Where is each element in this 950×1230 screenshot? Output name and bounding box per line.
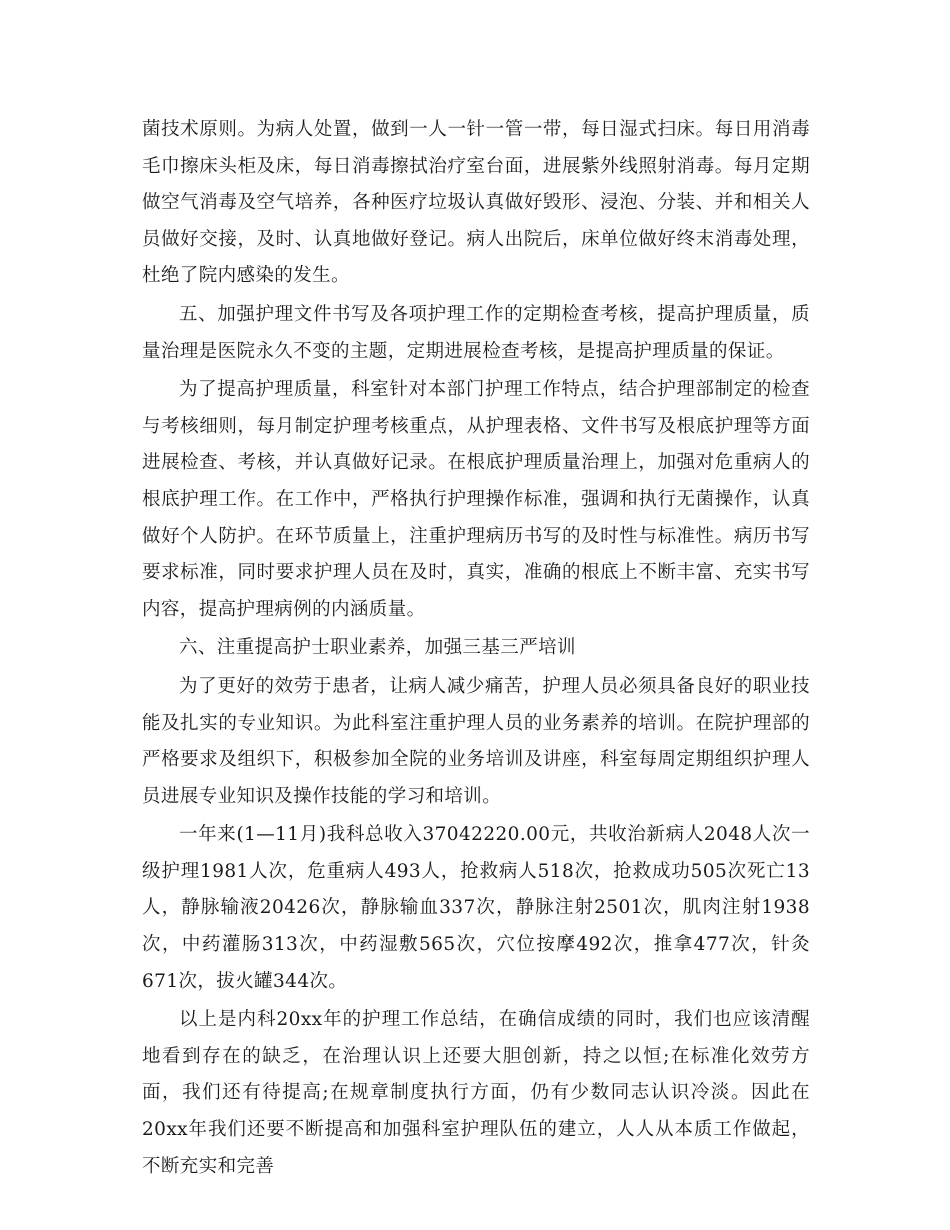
document-body [142,112,810,1187]
paragraph-section-six: 六、注重提高护士职业素养，加强三基三严培训 [179,637,576,659]
paragraph-summary: 以上是内科20xx年的护理工作总结，在确信成绩的同时，我们也应该清醒地看到存在的缺乏，在治理认识上还要大胆创新，持之以恒;在标准化效劳方面，我们还有待提高;在规章制度执行方面，仍有少数同志认识冷淡。因此在20xx年我们还要不断提高和加强科室护理队伍的建立，人人从本质工作做起，不断充实和完善 [142,1009,810,1177]
paragraph-statistics: 一年来(1—11月)我科总收入37042220.00元，共收治新病人2048人次一级护理1981人次，危重病人493人，抢救病人518次，抢救成功505次死亡13人，静脉输液20426次，静脉输血337次，静脉注射2501次，肌肉注射1938次，中药灌肠313次，中药湿敷565次，穴位按摩492次，推拿477次，针灸671次，拔火罐344次。 [142,824,810,992]
paragraph-training: 为了更好的效劳于患者，让病人减少痛苦，护理人员必须具备良好的职业技能及扎实的专业知识。为此科室注重护理人员的业务素养的培训。在院护理部的严格要求及组织下，积极参加全院的业务培训及讲座，科室每周定期组织护理人员进展专业知识及操作技能的学习和培训。 [142,675,810,807]
paragraph-section-five: 五、加强护理文件书写及各项护理工作的定期检查考核，提高护理质量，质量治理是医院永久不变的主题，定期进展检查考核，是提高护理质量的保证。 [142,303,810,362]
paragraph-quality-control: 为了提高护理质量，科室针对本部门护理工作特点，结合护理部制定的检查与考核细则，每月制定护理考核重点，从护理表格、文件书写及根底护理等方面进展检查、考核，并认真做好记录。在根底护理质量治理上，加强对危重病人的根底护理工作。在工作中，严格执行护理操作标准，强调和执行无菌操作，认真做好个人防护。在环节质量上，注重护理病历书写的及时性与标准性。病历书写要求标准，同时要求护理人员在及时，真实，准确的根底上不断丰富、充实书写内容，提高护理病例的内涵质量。 [142,379,810,620]
paragraph-continuation: 菌技术原则。为病人处置，做到一人一针一管一带，每日湿式扫床。每日用消毒毛巾擦床头柜及床，每日消毒擦拭治疗室台面，进展紫外线照射消毒。每月定期做空气消毒及空气培养，各种医疗垃圾认真做好毁形、浸泡、分装、并和相关人员做好交接，及时、认真地做好登记。病人出院后，床单位做好终末消毒处理，杜绝了院内感染的发生。 [142,119,810,287]
